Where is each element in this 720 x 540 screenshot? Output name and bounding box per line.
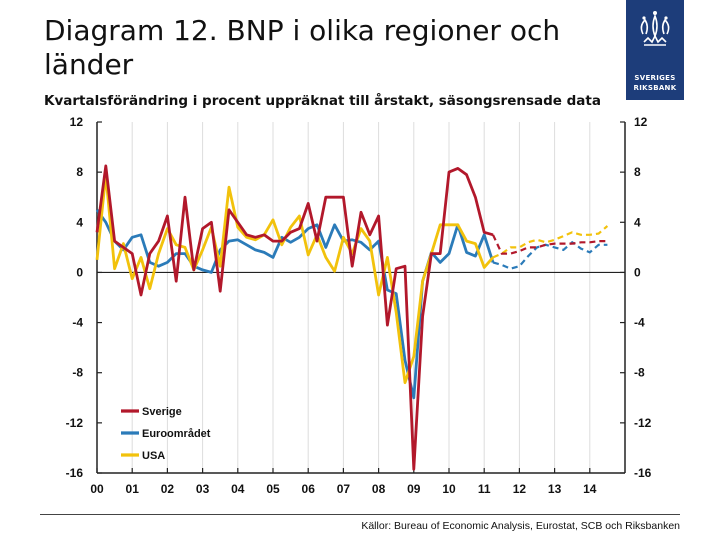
y-tick-label-right: -16 xyxy=(634,466,652,480)
y-tick-label-right: -8 xyxy=(634,365,645,380)
x-tick-label: 06 xyxy=(301,482,315,496)
x-tick-label: 10 xyxy=(442,482,456,496)
x-tick-label: 14 xyxy=(583,482,597,496)
source-note: Källor: Bureau of Economic Analysis, Eurostat, SCB och Riksbanken xyxy=(40,514,680,537)
y-tick-label-right: 4 xyxy=(634,215,641,230)
y-tick-label-left: -16 xyxy=(65,466,83,480)
series-line-euroomrdet xyxy=(97,210,493,398)
y-tick-label-left: 12 xyxy=(69,115,83,129)
y-tick-label-left: 4 xyxy=(76,215,83,230)
legend-label: Sverige xyxy=(142,406,182,418)
chart-title: Diagram 12. BNP i olika regioner och länder xyxy=(44,14,561,81)
x-tick-label: 01 xyxy=(125,482,139,496)
x-tick-label: 09 xyxy=(407,482,421,496)
x-tick-label: 03 xyxy=(195,482,210,496)
y-tick-label-left: -12 xyxy=(65,415,83,430)
x-tick-label: 13 xyxy=(547,482,562,496)
x-tick-label: 07 xyxy=(336,482,351,496)
legend-label: Euroområdet xyxy=(142,428,211,440)
legend-label: USA xyxy=(142,450,166,462)
y-tick-label-right: 12 xyxy=(634,115,648,129)
x-tick-label: 02 xyxy=(160,482,175,496)
series-line-usa xyxy=(97,175,493,383)
y-tick-label-left: -4 xyxy=(72,315,83,330)
y-tick-label-left: 0 xyxy=(76,265,83,280)
y-tick-label-right: 8 xyxy=(634,165,641,180)
x-tick-label: 00 xyxy=(90,482,104,496)
y-tick-label-right: 0 xyxy=(634,265,641,280)
y-tick-label-right: -12 xyxy=(634,415,652,430)
x-tick-label: 04 xyxy=(231,482,245,496)
y-tick-label-right: -4 xyxy=(634,315,645,330)
x-tick-label: 05 xyxy=(266,482,280,496)
chart-subtitle: Kvartalsförändring i procent uppräknat till årstakt, säsongsrensade data xyxy=(44,93,601,109)
y-tick-label-left: -8 xyxy=(72,365,83,380)
x-tick-label: 08 xyxy=(371,482,386,496)
series-line-sverige xyxy=(97,166,493,469)
logo-text-line1: SVERIGES xyxy=(634,74,676,82)
y-tick-label-left: 8 xyxy=(76,165,83,180)
x-tick-label: 11 xyxy=(477,482,491,496)
logo-text-line2: RIKSBANK xyxy=(633,84,677,92)
x-tick-label: 12 xyxy=(512,482,527,496)
